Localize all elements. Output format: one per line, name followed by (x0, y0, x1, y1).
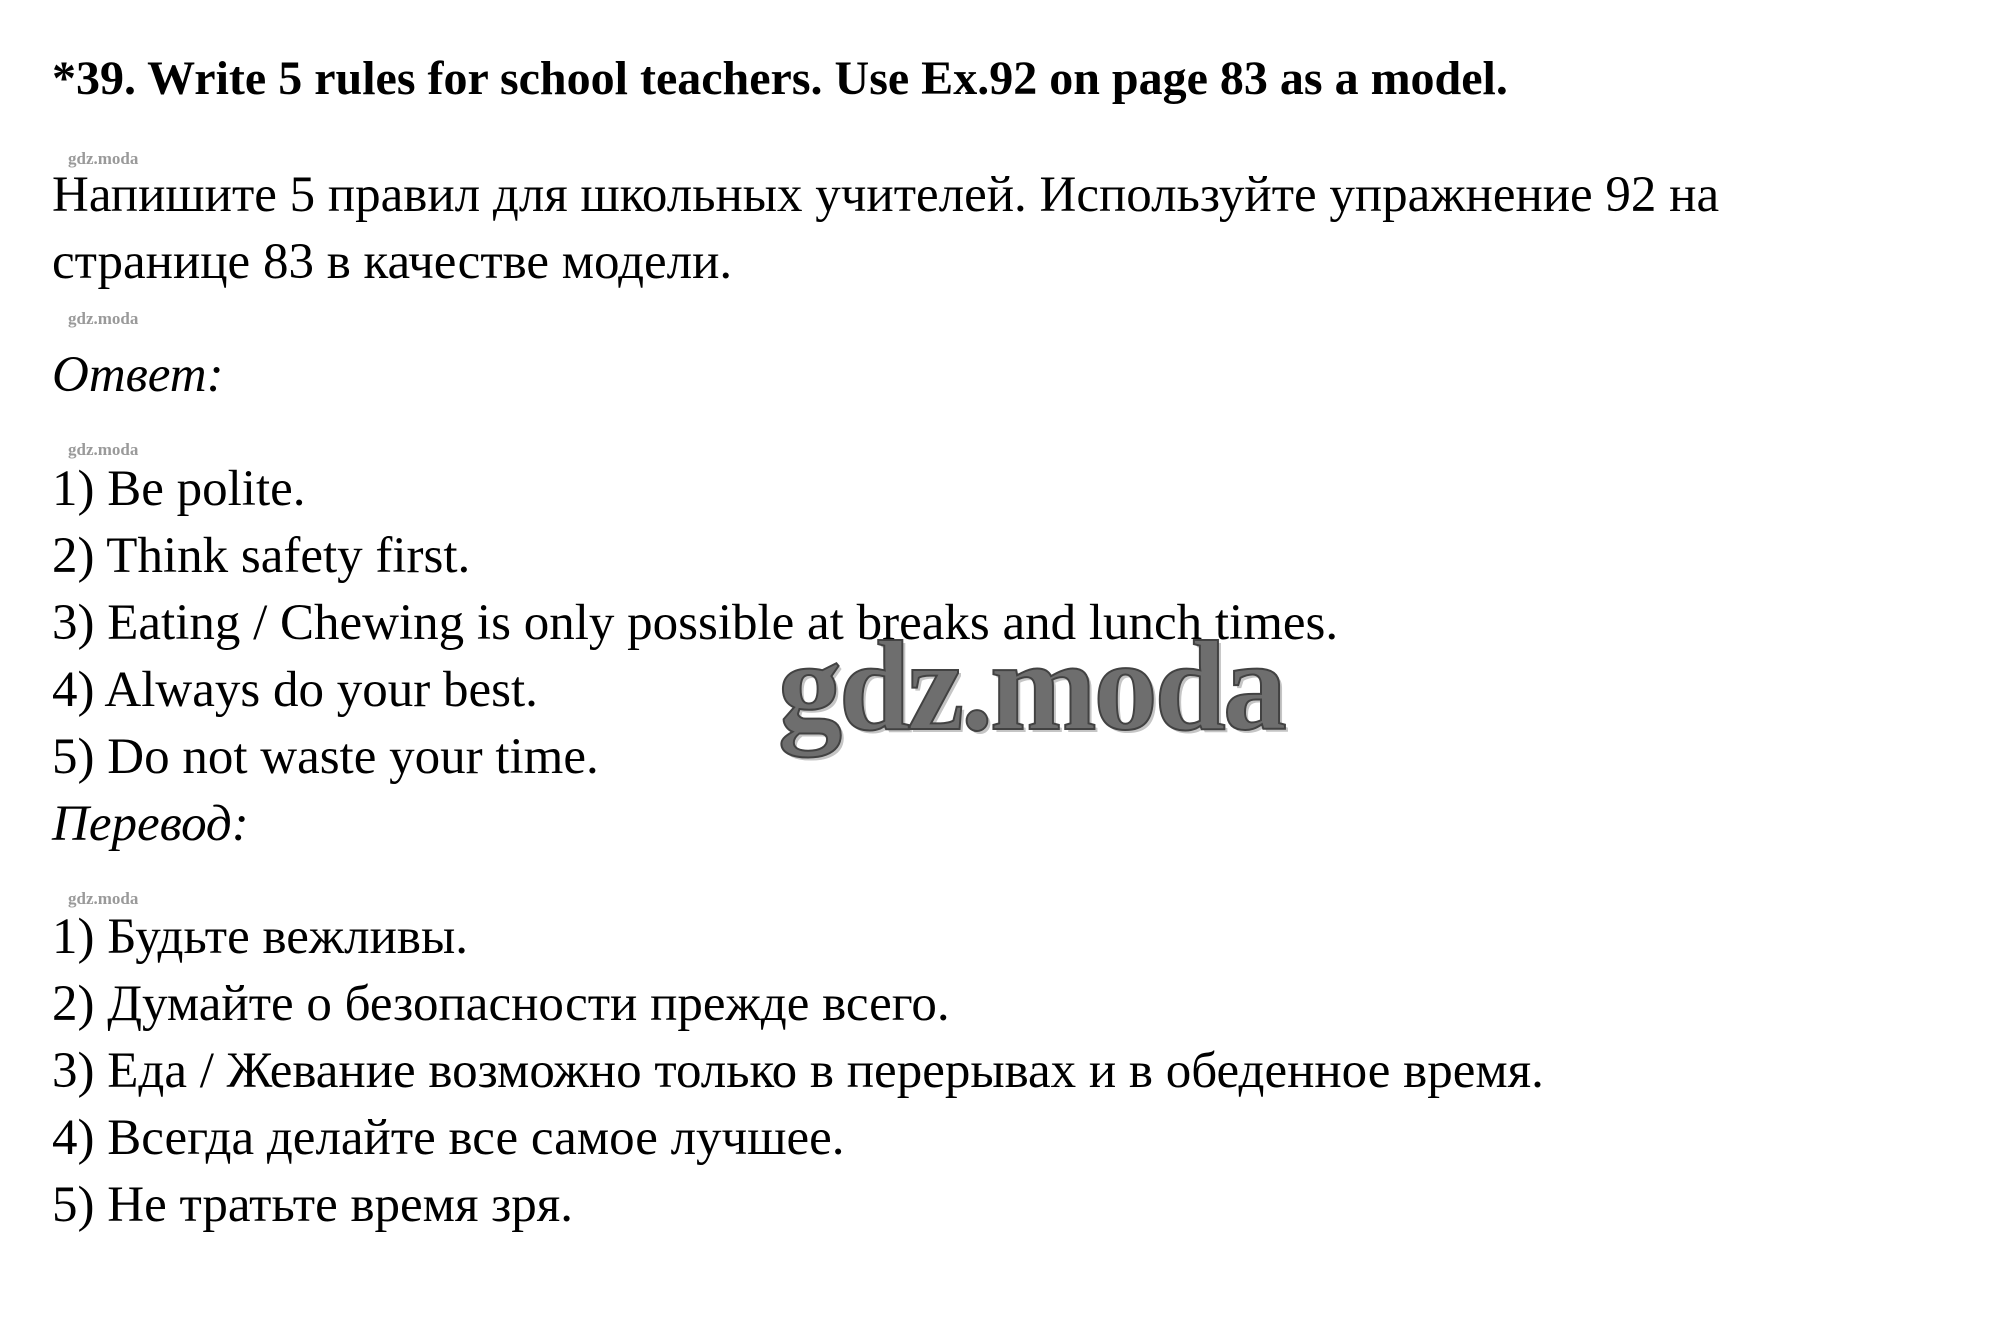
watermark-small: gdz.moda (68, 440, 139, 459)
translation-item-3: 3) Еда / Жевание возможно только в перерывах и в обеденное время. (52, 1043, 1544, 1099)
translation-item-5: 5) Не тратьте время зря. (52, 1177, 574, 1233)
translation-item-1: 1) Будьте вежливы. (52, 909, 468, 965)
translation-item-2: 2) Думайте о безопасности прежде всего. (52, 976, 950, 1032)
answer-item-3: 3) Eating / Chewing is only possible at breaks and lunch times. (52, 595, 1339, 651)
answer-item-1: 1) Be polite. (52, 461, 306, 517)
answer-item-2: 2) Think safety first. (52, 528, 471, 584)
answer-item-4: 4) Always do your best. (52, 662, 538, 718)
task-title: *39. Write 5 rules for school teachers. Use Ex.92 on page 83 as a model. (52, 52, 1508, 105)
task-translation-line-1: Напишите 5 правил для школьных учителей. Используйте упражнение 92 на (52, 167, 1720, 223)
watermark-large: gdz.moda (778, 615, 1284, 757)
translation-item-4: 4) Всегда делайте все самое лучшее. (52, 1110, 845, 1166)
task-translation-line-2: странице 83 в качестве модели. (52, 234, 733, 290)
answer-item-5: 5) Do not waste your time. (52, 729, 599, 785)
translation-label: Перевод: (52, 796, 249, 852)
watermark-small: gdz.moda (68, 889, 139, 908)
watermark-small: gdz.moda (68, 309, 139, 328)
watermark-small: gdz.moda (68, 149, 139, 168)
answer-label: Ответ: (52, 347, 224, 403)
